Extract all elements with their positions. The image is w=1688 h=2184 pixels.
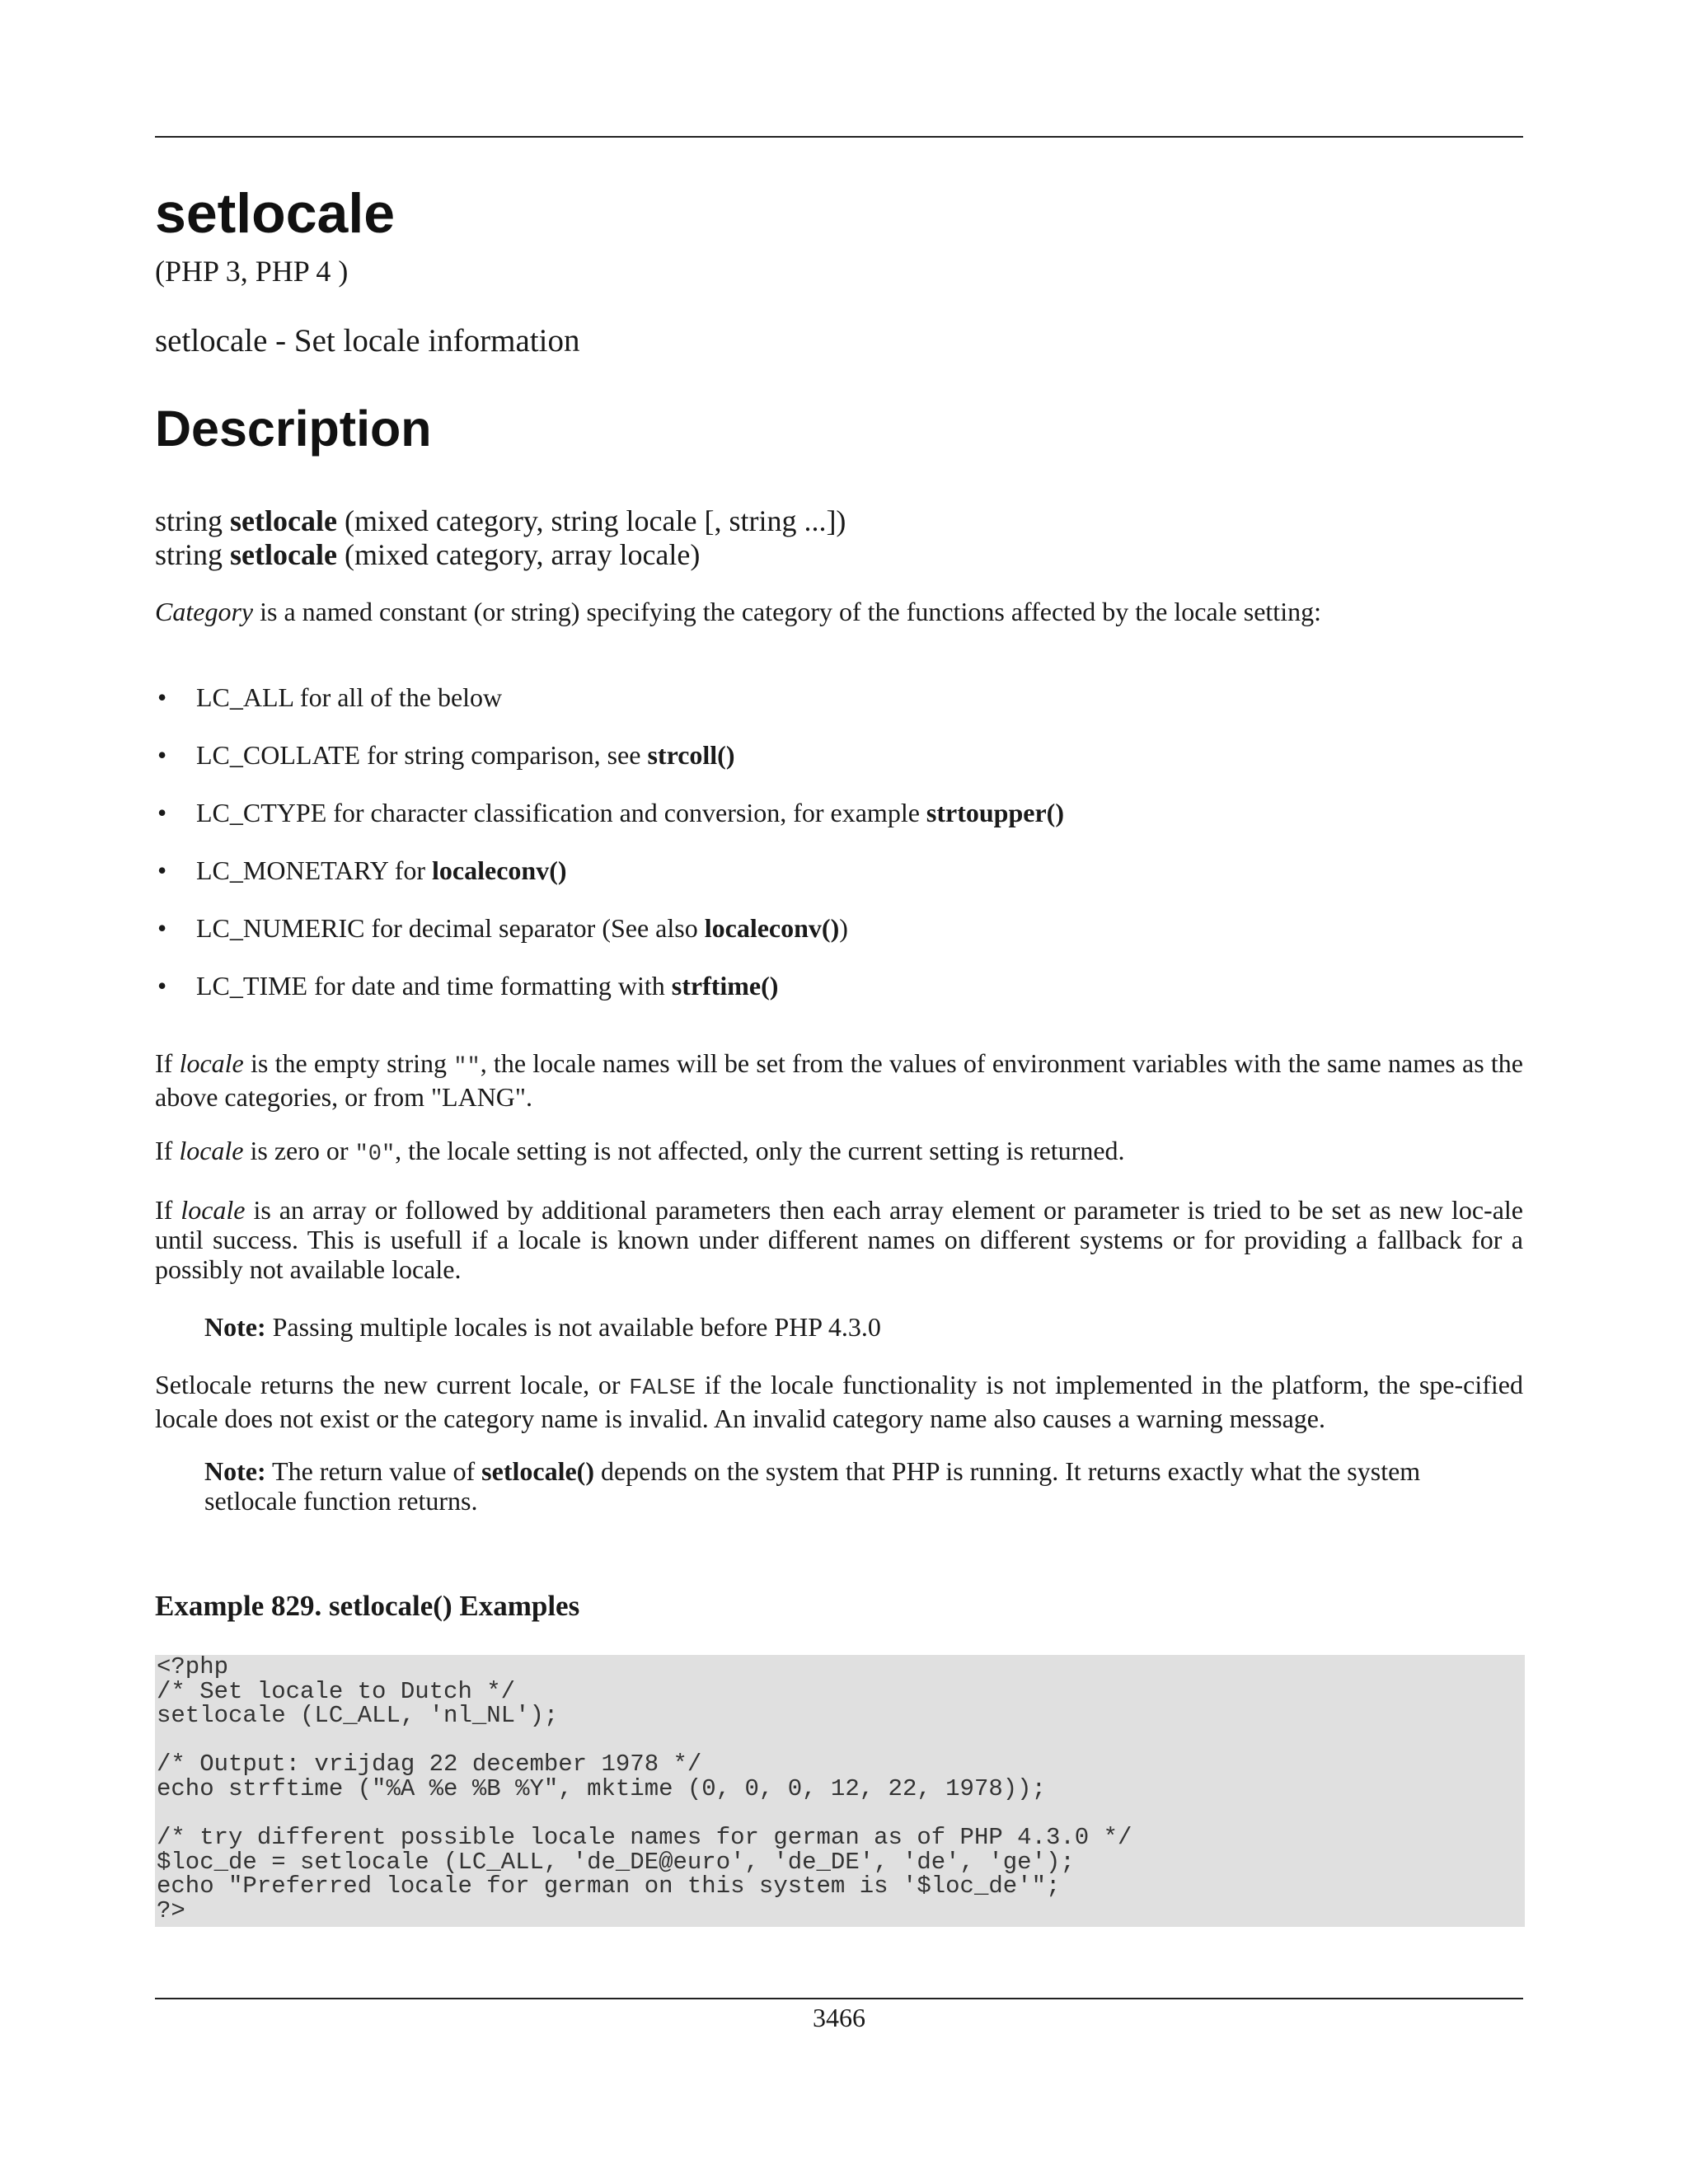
code-line: $loc_de = setlocale (LC_ALL, 'de_DE@euro', 'de_DE', 'de', 'ge'); xyxy=(157,1848,1075,1876)
page-title: setlocale xyxy=(155,182,396,245)
refname: setlocale - Set locale information xyxy=(155,323,580,359)
code-line: /* Set locale to Dutch */ xyxy=(157,1677,516,1705)
note-label: Note: xyxy=(204,1456,266,1486)
code-line xyxy=(157,1802,1523,1826)
list-item: • LC_CTYPE for character classification and conversion, for example strtoupper() xyxy=(157,798,1064,827)
function-name: setlocale xyxy=(230,504,337,537)
term: locale xyxy=(179,1136,244,1165)
list-item: • LC_TIME for date and time formatting with strftime() xyxy=(157,971,779,1001)
note: Note: The return value of setlocale() depends on the system that PHP is running. It returns exactly what the system setlocale function returns. xyxy=(204,1456,1421,1516)
code-line: ?> xyxy=(157,1896,185,1924)
function-params: (mixed category, string locale [, string ...]) xyxy=(344,504,846,537)
function-link[interactable]: strcoll() xyxy=(647,740,735,770)
paragraph-return-value: Setlocale returns the new current locale, or FALSE if the locale functionality is not implemented in the platform, the spe-cified locale does not exist or the category name is invalid. An invalid category name also causes a warning message. xyxy=(155,1370,1524,1433)
example-title: Example 829. setlocale() Examples xyxy=(155,1590,580,1622)
category-intro: Category is a named constant (or string) specifying the category of the functions affected by the locale setting: xyxy=(155,597,1321,626)
code-line: /* try different possible locale names for german as of PHP 4.3.0 */ xyxy=(157,1824,1132,1852)
php-versions: (PHP 3, PHP 4 ) xyxy=(155,255,349,288)
code-line: <?php xyxy=(157,1653,229,1680)
category-list xyxy=(155,682,1064,1029)
bullet-icon: • xyxy=(157,798,167,827)
synopsis-line xyxy=(155,538,846,572)
term: Category xyxy=(155,597,254,626)
bullet-icon: • xyxy=(157,682,167,712)
bullet-icon: • xyxy=(157,855,167,885)
code-line xyxy=(157,1728,1523,1753)
list-item: • LC_ALL for all of the below xyxy=(157,682,503,712)
function-link[interactable]: setlocale() xyxy=(481,1456,594,1486)
description-heading: Description xyxy=(155,401,432,457)
code-block xyxy=(155,1655,1525,1927)
function-link[interactable]: strtoupper() xyxy=(926,798,1064,827)
paragraph-empty-locale: If locale is the empty string "", the locale names will be set from the values of environment variables with the same names as the above categories, or from "LANG". xyxy=(155,1048,1524,1112)
term: locale xyxy=(179,1048,244,1078)
code-line: echo "Preferred locale for german on this system is '$loc_de'"; xyxy=(157,1872,1061,1900)
synopsis-line xyxy=(155,504,846,538)
function-link[interactable]: localeconv() xyxy=(704,913,840,943)
paragraph-array-locale: If locale is an array or followed by additional parameters then each array element or parameter is tried to be set as new loc-ale until success. This is usefull if a locale is known under different names on different systems or for providing a fallback for a possibly not available locale. xyxy=(155,1195,1524,1284)
function-link[interactable]: strftime() xyxy=(671,971,779,1001)
page-number: 3466 xyxy=(813,2003,865,2032)
function-name: setlocale xyxy=(230,538,337,571)
function-link[interactable]: localeconv() xyxy=(432,855,567,885)
note-label: Note: xyxy=(204,1312,266,1342)
list-item: • LC_NUMERIC for decimal separator (See also localeconv()) xyxy=(157,913,848,943)
code-line: /* Output: vrijdag 22 december 1978 */ xyxy=(157,1750,702,1779)
bullet-icon: • xyxy=(157,971,167,1001)
inline-code: FALSE xyxy=(629,1376,696,1401)
function-synopsis xyxy=(155,504,846,572)
list-item: • LC_MONETARY for localeconv() xyxy=(157,855,567,885)
bullet-icon: • xyxy=(157,913,167,943)
code-line: setlocale (LC_ALL, 'nl_NL'); xyxy=(157,1702,559,1730)
list-item: • LC_COLLATE for string comparison, see strcoll() xyxy=(157,740,735,770)
return-type: string xyxy=(155,538,223,571)
function-params: (mixed category, array locale) xyxy=(344,538,701,571)
document-page xyxy=(155,0,1523,2184)
paragraph-zero-locale: If locale is zero or "0", the locale setting is not affected, only the current setting is returned. xyxy=(155,1136,1125,1167)
inline-code: "0" xyxy=(354,1142,396,1167)
code-line: echo strftime ("%A %e %B %Y", mktime (0, 0, 0, 12, 22, 1978)); xyxy=(157,1774,1046,1802)
footer-rule xyxy=(155,1998,1523,1999)
inline-code: "" xyxy=(453,1055,481,1080)
bullet-icon: • xyxy=(157,740,167,770)
note: Note: Passing multiple locales is not available before PHP 4.3.0 xyxy=(204,1312,881,1342)
return-type: string xyxy=(155,504,223,537)
term: locale xyxy=(181,1195,246,1225)
header-rule xyxy=(155,136,1523,138)
